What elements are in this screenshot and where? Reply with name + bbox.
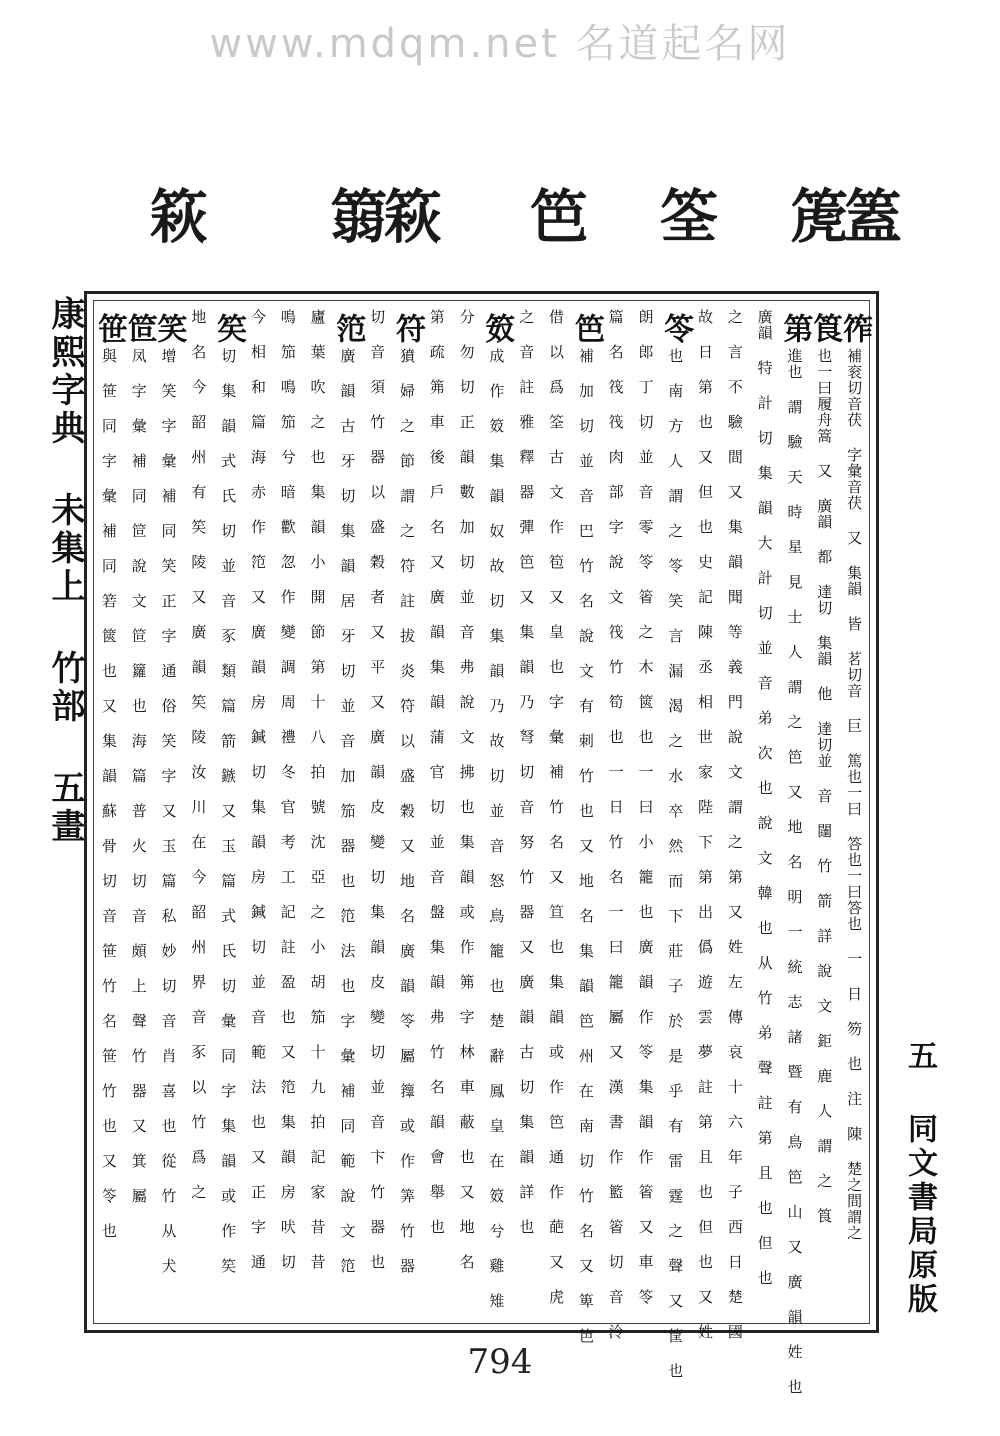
entry-headword: 第: [777, 313, 813, 344]
entry-text: 分 勿 切 正 韻 數 加 切 並 音 弗 說 文 拂 也 集 韻 或 作 笰 字 林 車 蔽 也 又 地 名: [457, 309, 476, 1270]
entry-headword: 符: [389, 313, 425, 344]
text-column: [243, 309, 273, 1315]
text-column: [601, 309, 631, 1340]
entry-text: 切 集 韻 式 氏 切 並 音 豕 類 篇 箭 鏃 又 玉 篇 式 氏 切 彙 同 字 集 韻 或 作 笶: [219, 348, 238, 1274]
entry-text: 也 南 方 人 謂 之 笭 笑 言 漏 渴 之 水 卒 然 而 下 莊 子 於 是 乎 有 雷 霆 之 聲 又 筐 也: [666, 348, 685, 1379]
text-column: [777, 309, 813, 1395]
text-column: [658, 309, 694, 1379]
seal-glyph: 篛篍: [330, 183, 439, 251]
entry-headword: 笵: [330, 313, 366, 344]
book-title-margin: 康熙字典 未集上 竹部 五畫: [45, 296, 85, 846]
entry-text: 增 笑 字 彙 補 同 笑 正 字 通 俗 笑 字 又 玉 篇 私 妙 切 音 肖 喜 也 從 竹 从 犬: [159, 348, 178, 1274]
entry-text: 進也 謂 驗 天 時 星 見 士 人 謂 之 笆 又 地 名 明 一 統 志 諸 暨 有 鳥 笆 山 又 廣 韻 姓 也: [785, 348, 804, 1395]
entry-headword: 笆: [568, 313, 604, 344]
publisher-margin: 五 同文書局原版: [902, 1040, 937, 1317]
entry-headword: 笭: [658, 313, 694, 344]
text-column: [452, 309, 482, 1315]
page-number: 794: [467, 1342, 533, 1382]
seal-glyph: 笆: [530, 183, 585, 251]
text-column: [479, 309, 515, 1315]
text-column: [837, 309, 873, 1315]
text-column: [362, 309, 392, 1315]
entry-text: 朗 郎 丁 切 並 音 零 笭 箵 之 木 篋 也 一 曰 小 籠 也 廣 韻 作 笭 集 韻 作 箵 又 車 笭: [636, 309, 655, 1305]
entry-headword: 笶: [211, 313, 247, 344]
entry-text: 補衮切音茯 字彙音茯 又 集韻 皆 茗切音 巨 篤也一曰 答也一曰答也 一 日 笏 也 注 陳 楚之間謂之: [845, 348, 864, 1241]
entry-text: 廣 韻 古 牙 切 集 韻 居 牙 切 並 音 加 笳 器 也 笵 法 也 字 彙 補 同 範 說 文 笵: [338, 348, 357, 1274]
entry-text: 獖 婦 之 節 謂 之 符 註 拔 炎 符 以 盛 穀 又 地 名 廣 韻 笭 屬 籜 或 作 筭 竹 器: [397, 348, 416, 1274]
entry-text: 第 疏 笰 車 後 戶 名 又 廣 韻 集 韻 蒲 官 切 並 音 盤 集 韻 弗 竹 名 韻 會 舉 也: [427, 309, 446, 1235]
entry-headword: 笹: [91, 313, 127, 344]
text-column: [720, 309, 750, 1340]
entry-text: 之 音 註 雅 釋 器 彈 笆 又 集 韻 乃 弩 切 音 努 竹 器 又 廣 韻 古 切 集 韻 詳 也: [517, 309, 536, 1235]
entry-text: 故 日 第 也 又 但 也 史 記 陳 丞 相 世 家 陛 下 第 出 僞 遊 雲 夢 註 第 且 也 但 也 又 姓: [696, 309, 715, 1340]
text-column: [151, 309, 187, 1315]
entry-text: 切 音 須 竹 器 以 盛 穀 者 又 平 又 廣 韻 皮 變 切 集 韻 皮 變 切 並 音 卞 竹 器 也: [368, 309, 387, 1270]
entry-headword: 筤: [807, 313, 843, 344]
text-column: [541, 309, 571, 1315]
seal-script-row: [150, 170, 910, 250]
entry-text: 與 笹 同 字 彙 補 同 箬 篋 也 又 集 韻 蘇 骨 切 音 笹 竹 名 笹 竹 也 又 笭 也: [99, 348, 118, 1239]
text-column: [568, 309, 604, 1344]
text-column: [807, 309, 843, 1315]
entry-text: 廣韻 特 計 切 集 韻 大 計 切 並 音 弟 次 也 說 文 韓 也 从 竹 弟 聲 註 第 且 也 但 也: [755, 309, 774, 1286]
text-column: [750, 309, 780, 1315]
entry-text: 也一曰履舟篙 又 廣韻 都 達切 集韻 他 達切並 音 闥 竹 箭 詳 說 文 鉅 鹿 人 謂 之 筤: [815, 348, 834, 1224]
entry-headword: 笑: [151, 313, 187, 344]
entry-headword: 筰: [837, 313, 873, 344]
text-column: [303, 309, 333, 1315]
text-column: [630, 309, 660, 1315]
entry-text: 凤 字 彙 補 同 笸 說 文 笸 籮 也 海 篇 普 火 切 音 頗 上 聲 竹 器 又 箕 屬: [129, 348, 148, 1204]
text-column: [273, 309, 303, 1315]
entry-headword: 笸: [121, 313, 157, 344]
text-column: [91, 309, 127, 1315]
entry-text: 補 加 切 並 音 巴 竹 名 說 文 有 刺 竹 也 又 地 名 集 韻 笆 州 在 南 切 竹 名 又 箄 笆: [576, 348, 595, 1344]
entry-headword: 笯: [479, 313, 515, 344]
text-column: [511, 309, 541, 1315]
text-column: [389, 309, 425, 1315]
entry-text: 之 言 不 驗 間 又 集 韻 聞 等 義 門 說 文 謂 之 第 又 姓 左 傳 哀 十 六 年 子 西 日 楚 國: [725, 309, 744, 1340]
entry-text: 成 作 笯 集 韻 奴 故 切 集 韻 乃 故 切 並 音 怒 鳥 籠 也 楚 辭 鳳 皇 在 笯 兮 雞 雉: [487, 348, 506, 1309]
watermark-text: www.mdqm.net 名道起名网: [209, 21, 791, 67]
entry-text: 今 相 和 篇 海 赤 作 笵 又 廣 韻 房 鍼 切 集 韻 房 鍼 切 並 音 範 法 也 又 正 字 通: [248, 309, 267, 1270]
seal-glyph: 箎篕: [790, 183, 899, 251]
text-column: [183, 309, 213, 1315]
entry-text: 鳴 笳 鳴 笳 兮 暗 歡 忽 作 變 調 周 禮 冬 官 考 工 記 註 盈 也 又 笵 集 韻 房 吠 切: [278, 309, 297, 1270]
entry-text: 篇 名 筏 筏 肉 部 字 說 文 筏 竹 筍 也 一 日 竹 名 一 曰 籠 屬 又 漢 書 作 籃 箵 切 音 泠: [606, 309, 625, 1340]
entry-text: 地 名 今 韶 州 有 笶 陵 又 廣 韻 笶 陵 汝 川 在 今 韶 州 界 音 豕 以 竹 爲 之: [189, 309, 208, 1200]
text-column: [211, 309, 247, 1315]
text-column: [121, 309, 157, 1315]
entry-text: 廬 葉 吹 之 也 集 韻 小 開 節 第 十 八 拍 號 沈 亞 之 小 胡 笳 十 九 拍 記 家 昔 昔: [308, 309, 327, 1270]
text-column: [690, 309, 720, 1340]
text-column: [330, 309, 366, 1315]
seal-glyph: 篍: [150, 183, 205, 251]
text-column: [422, 309, 452, 1315]
seal-glyph: 筌: [660, 183, 715, 251]
entry-text: 借 以 爲 筌 古 文 作 笣 又 皇 也 字 彙 補 竹 名 又 笪 也 集 韻 或 作 笆 通 作 葩 又 虎: [547, 309, 566, 1305]
